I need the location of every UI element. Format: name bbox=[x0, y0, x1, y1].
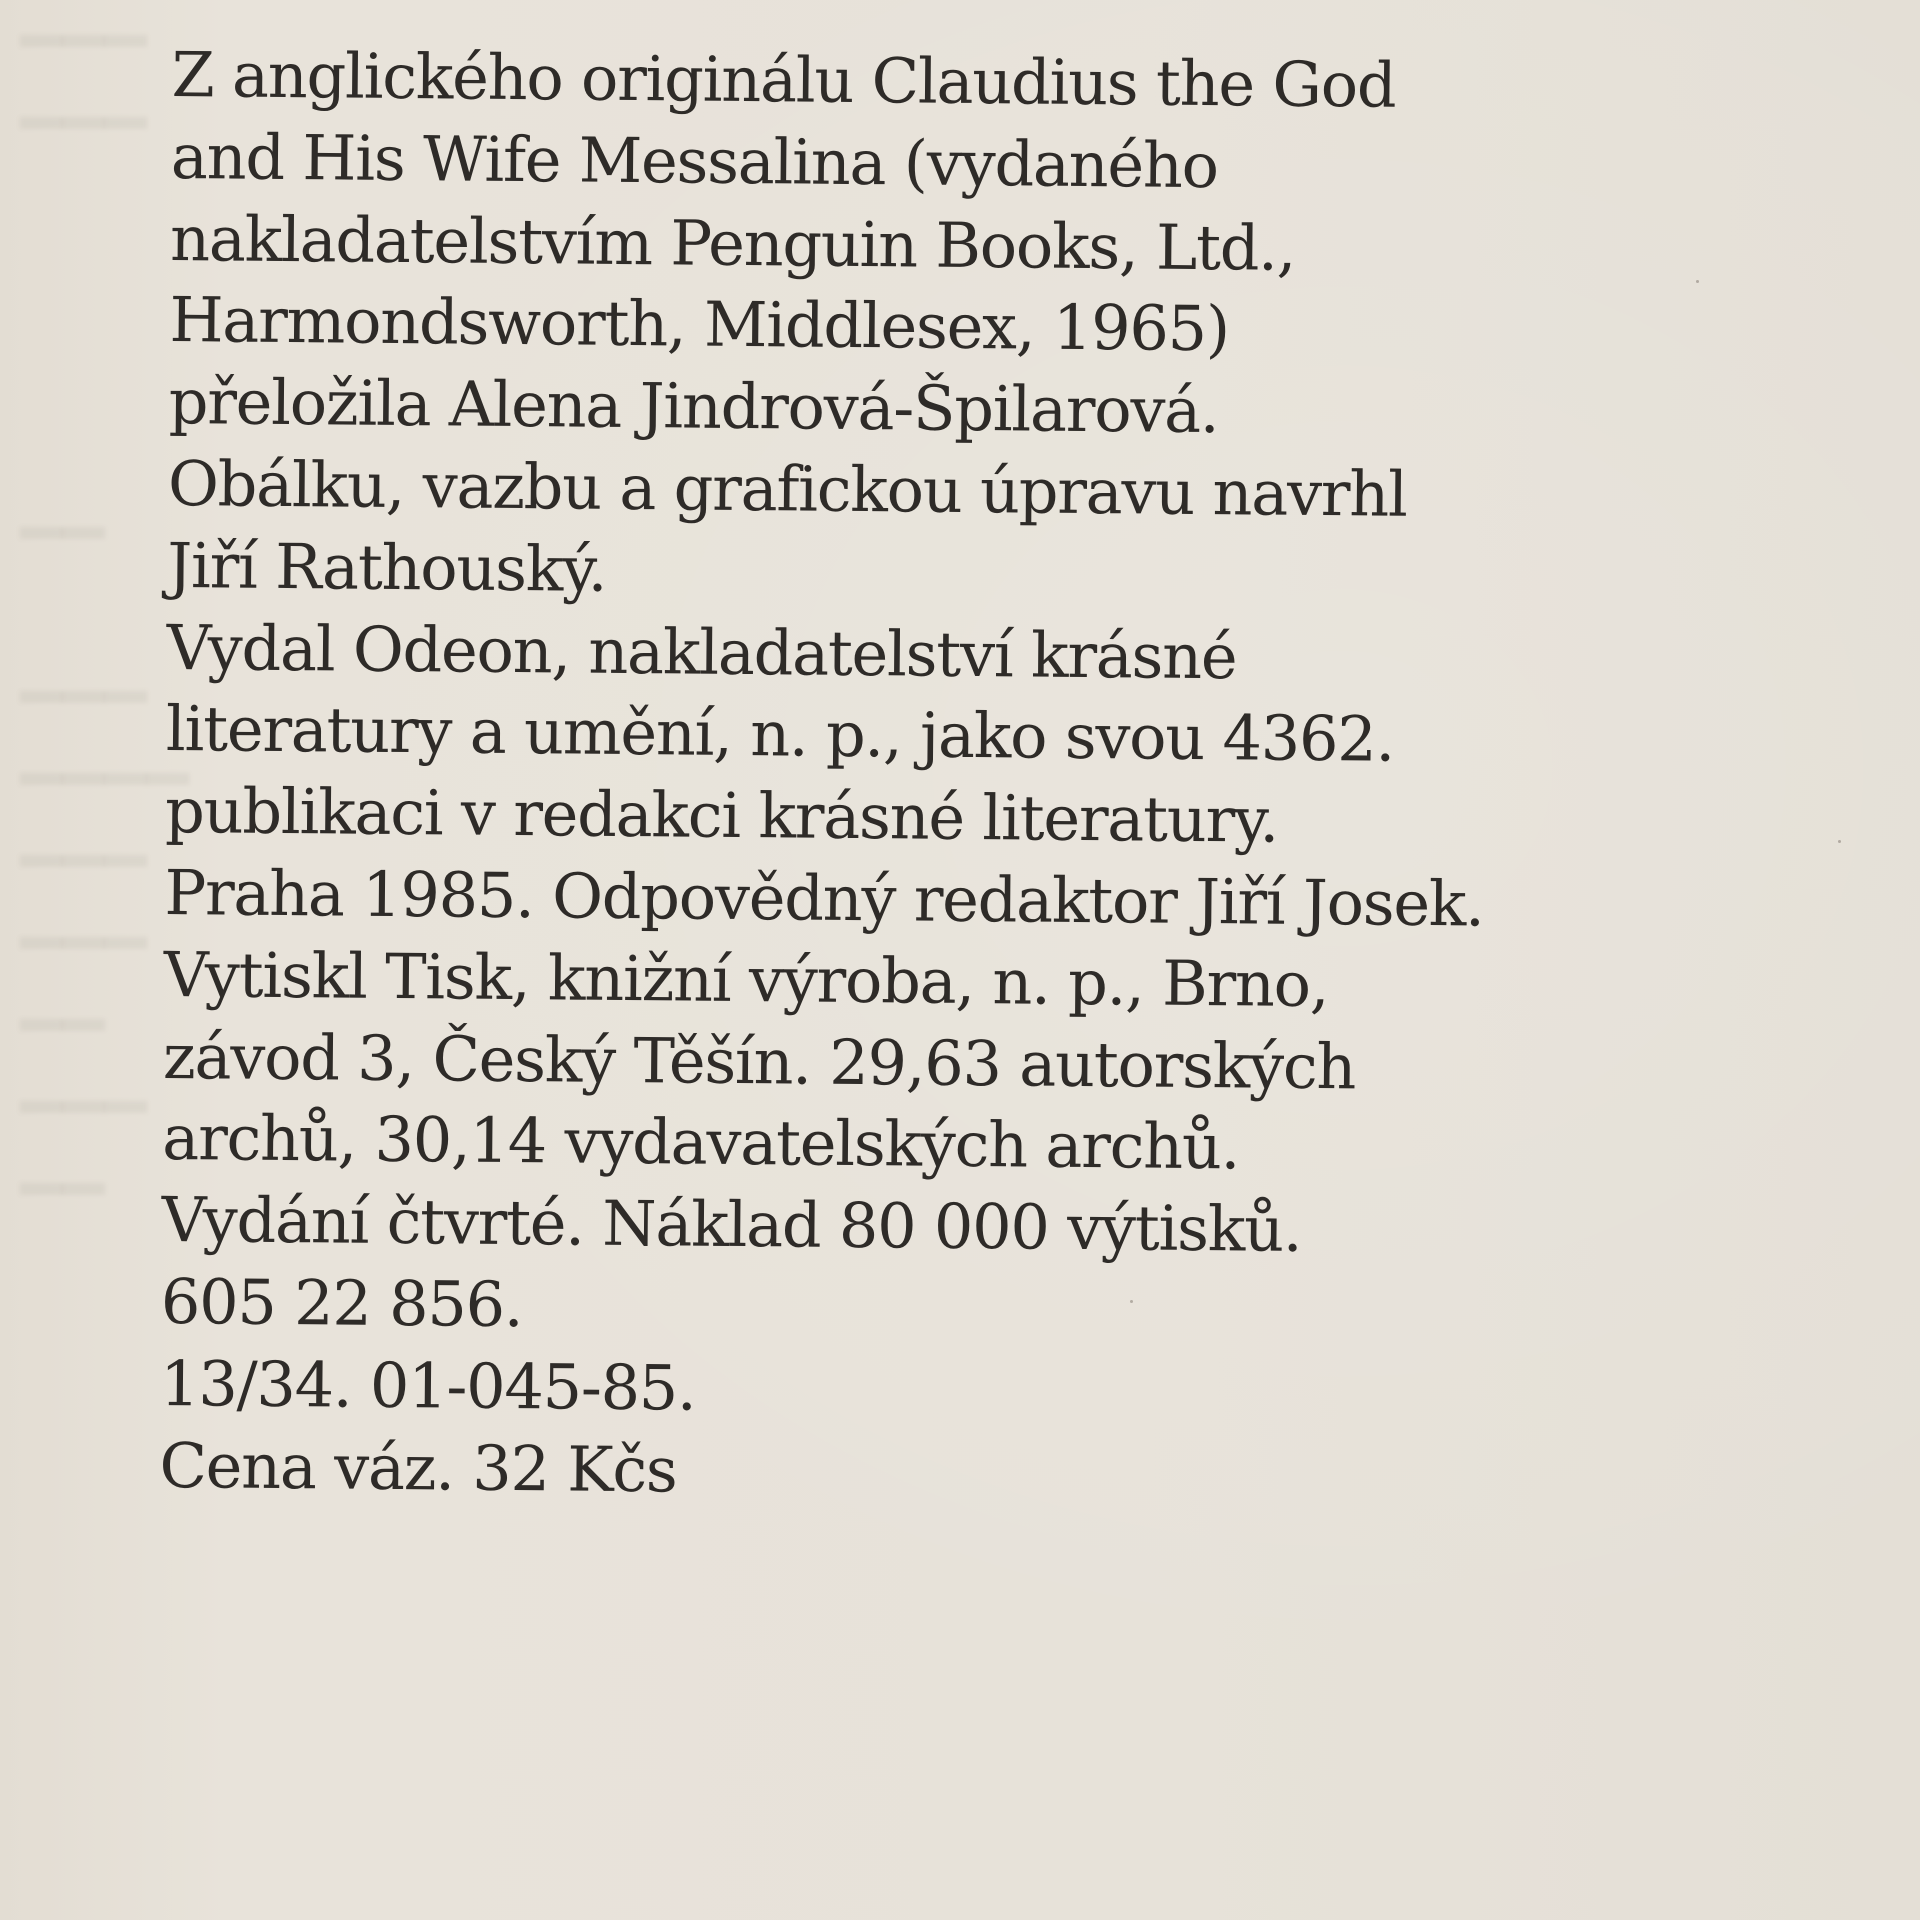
imprint-line: literatury a umění, n. p., jako svou 4362. bbox=[165, 692, 1395, 777]
imprint-line: Vytiskl Tisk, knižní výroba, n. p., Brno, bbox=[163, 937, 1329, 1021]
imprint-line: Cena váz. 32 Kčs bbox=[159, 1428, 677, 1507]
show-through-texture: ━━━ ━━━ ━━ ━━━ ━━━━ ━━━ ━━━ ━━ ━━━ ━━ bbox=[20, 0, 189, 1230]
paper-speck bbox=[1838, 840, 1841, 843]
imprint-line: Jiří Rathouský. bbox=[167, 528, 607, 606]
imprint-line: archů, 30,14 vydavatelských archů. bbox=[162, 1101, 1240, 1184]
imprint-line: and His Wife Messalina (vydaného bbox=[170, 119, 1219, 202]
imprint-line: Z anglického originálu Claudius the God bbox=[171, 37, 1396, 122]
imprint-line: publikaci v redakci krásné literatury. bbox=[164, 774, 1279, 857]
imprint-line: Vydání čtvrté. Náklad 80 000 výtisků. bbox=[161, 1183, 1302, 1267]
paper-speck bbox=[1696, 280, 1699, 283]
imprint-line: Vydal Odeon, nakladatelství krásné bbox=[166, 610, 1237, 693]
imprint-line: Harmondsworth, Middlesex, 1965) bbox=[169, 283, 1230, 366]
imprint-line: závod 3, Český Těšín. 29,63 autorských bbox=[162, 1019, 1356, 1103]
imprint-line: přeložila Alena Jindrová-Špilarová. bbox=[168, 365, 1219, 448]
imprint-line: 13/34. 01-045-85. bbox=[159, 1346, 696, 1425]
imprint-line: Obálku, vazbu a grafickou úpravu navrhl bbox=[167, 446, 1407, 531]
paper-speck bbox=[1130, 1300, 1133, 1303]
imprint-line: 605 22 856. bbox=[160, 1264, 523, 1342]
colophon-imprint bbox=[159, 34, 1622, 1519]
imprint-line: nakladatelstvím Penguin Books, Ltd., bbox=[169, 201, 1296, 285]
imprint-line: Praha 1985. Odpovědný redaktor Jiří Josek. bbox=[164, 855, 1485, 941]
